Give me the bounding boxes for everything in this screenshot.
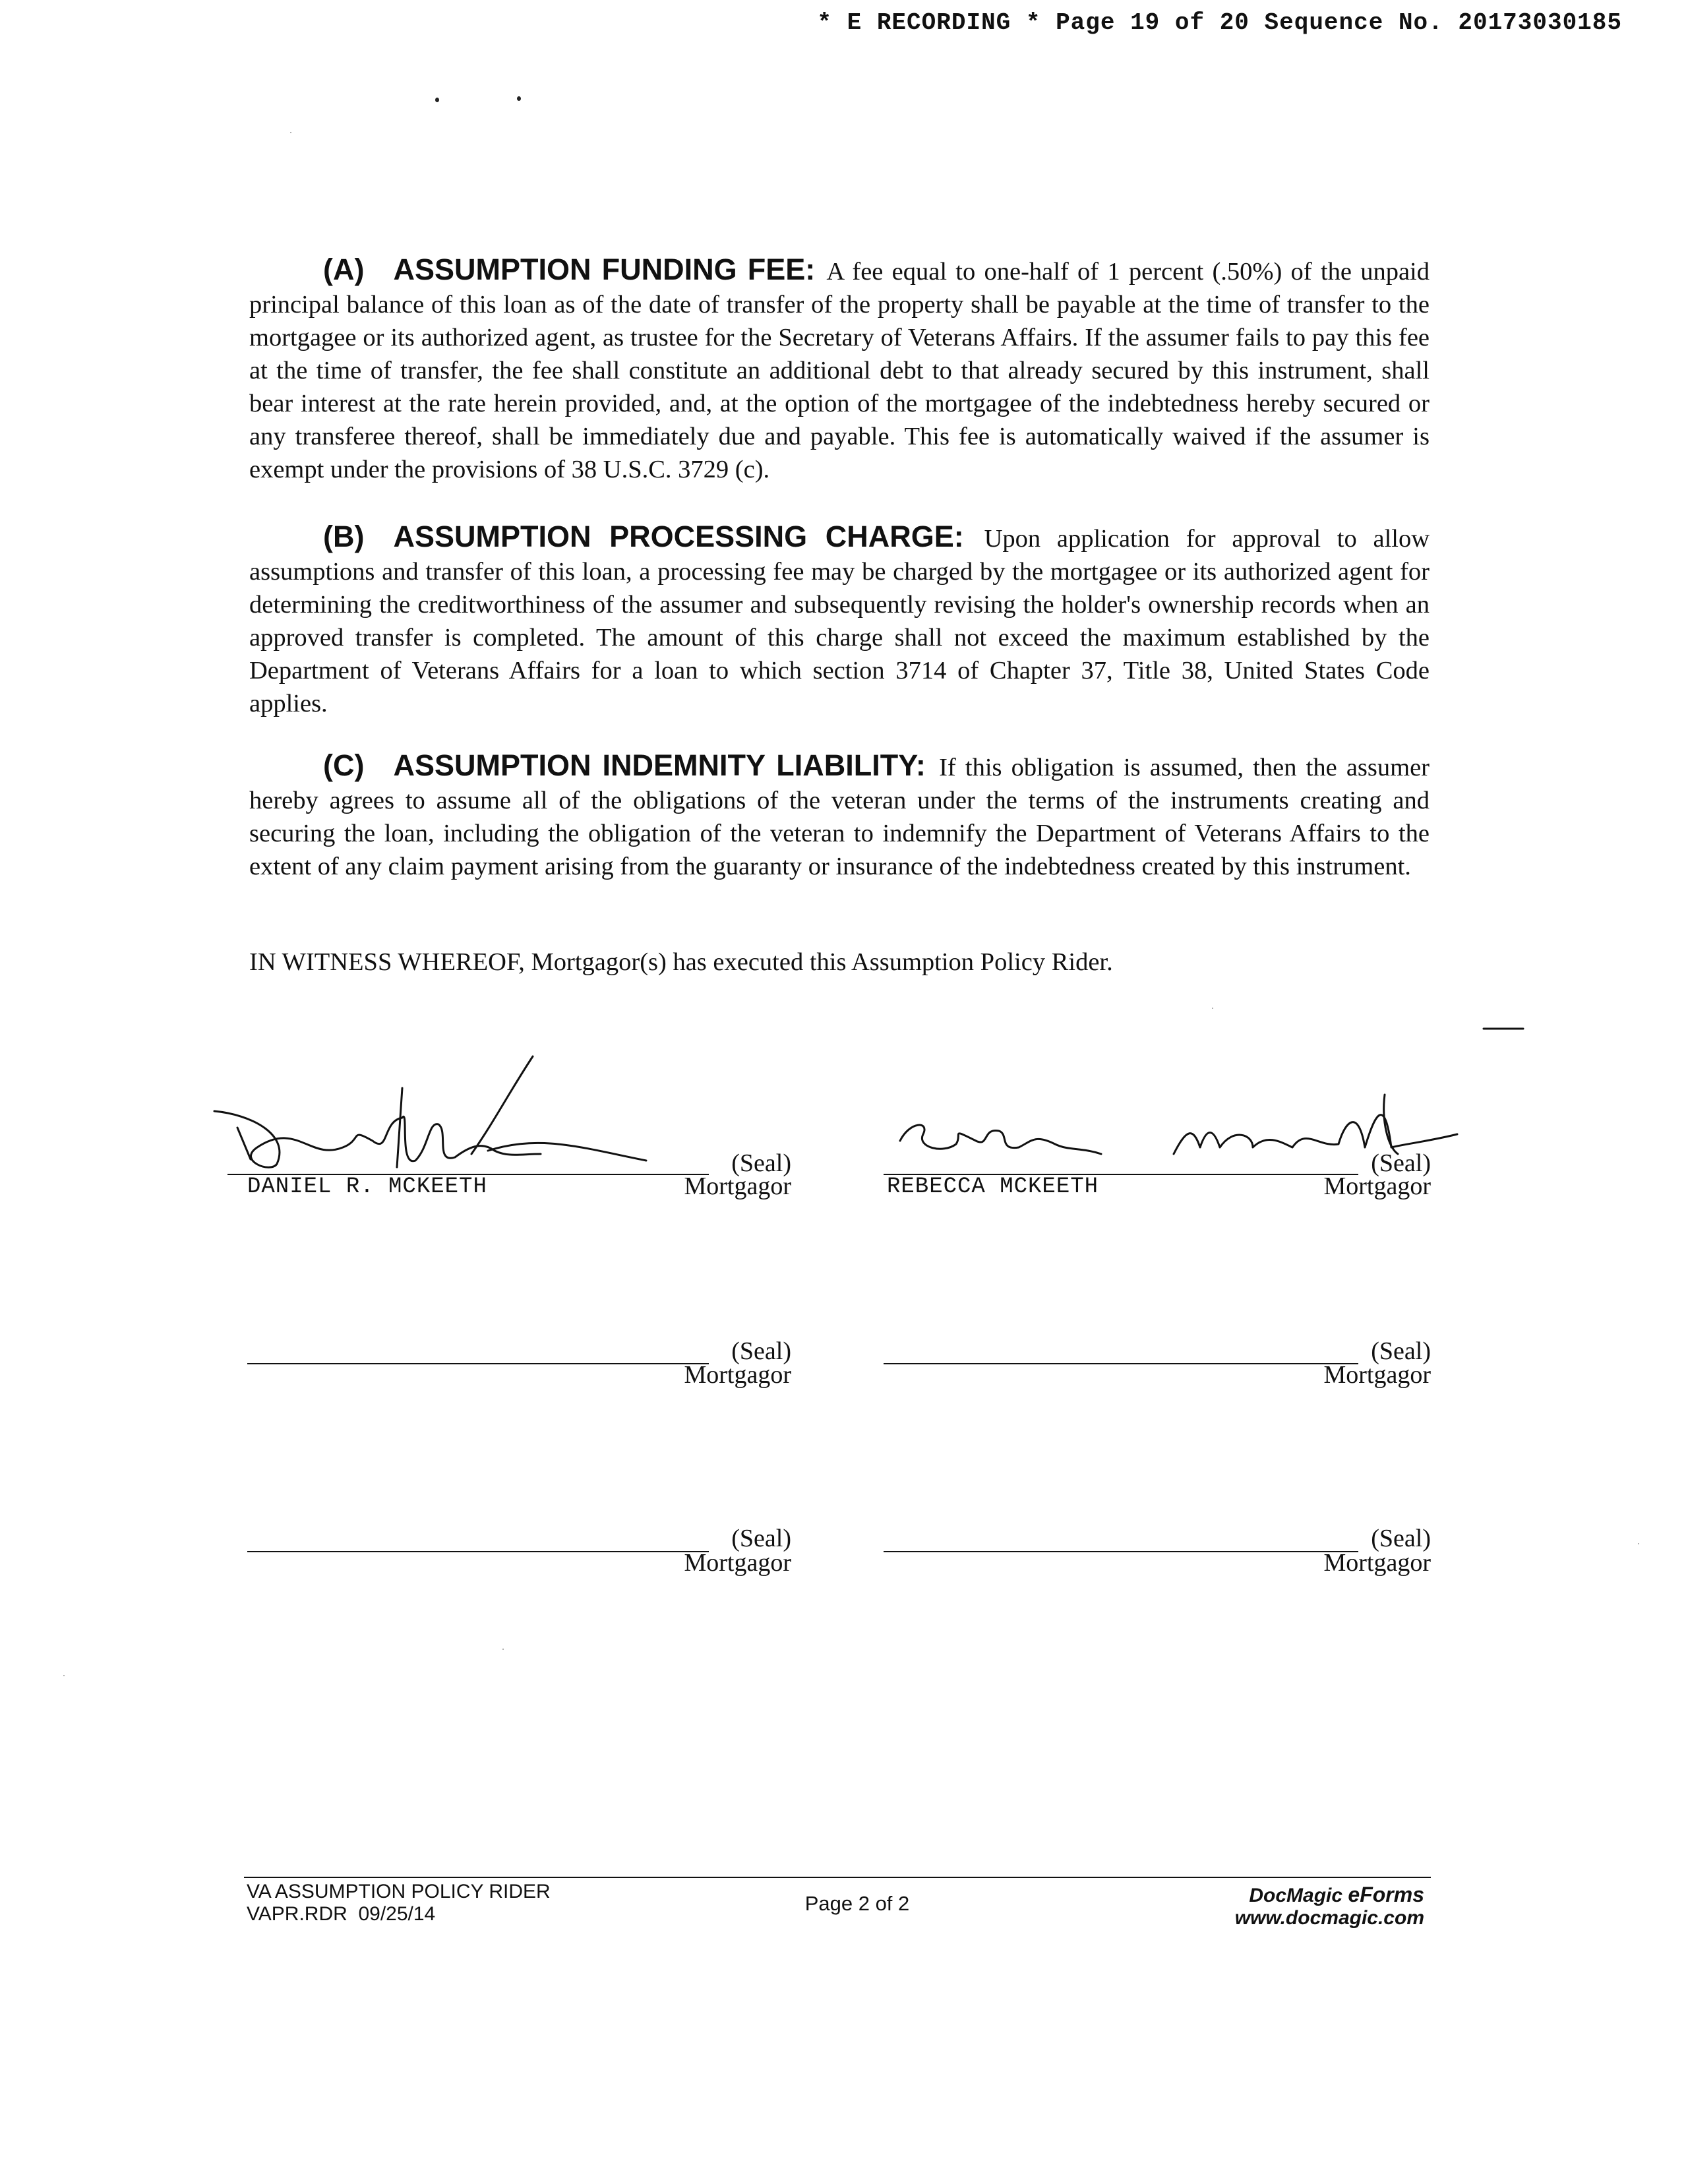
brand-name: DocMagic (1249, 1885, 1343, 1906)
signature-daniel (211, 1048, 686, 1180)
scan-speck (290, 132, 291, 133)
seal-label: (Seal) (1371, 1337, 1431, 1365)
footer-form-info (247, 1881, 551, 1926)
scan-speck (63, 1675, 65, 1676)
section-a-body: A fee equal to one-half of 1 percent (.50%) of the unpaid principal balance of this loan as of the date of transfer of the property shall be payable at the time of transfer to the mortgagee or its authorized agent, as trustee for the Secretary of Veterans Affairs. If the assumer fails to pay this fee at the time of transfer, the fee shall constitute an additional debt to that already secured by this instrument, shall bear interest at the rate herein provided, and, at the option of the mortgagee of the indebtedness hereby secured or any transferee thereof, shall be immediately due and payable. This fee is automatically waived if the assumer is exempt under the provisions of 38 U.S.C. 3729 (c). (249, 258, 1430, 483)
recording-header: * E RECORDING * Page 19 of 20 Sequence No. 20173030185 (817, 9, 1622, 36)
section-a-paragraph (249, 253, 1430, 486)
section-c-body: If this obligation is assumed, then the assumer hereby agrees to assume all of the obligations of the veteran under the terms of the instruments creating and securing the loan, including the obligation of the veteran to indemnify the Department of Veterans Affairs to the extent of any claim payment arising from the guaranty or insurance of the indebtedness created by this instrument. (249, 754, 1430, 880)
mortgagor-label: Mortgagor (684, 1361, 791, 1389)
section-c-title: ASSUMPTION INDEMNITY LIABILITY: (393, 748, 926, 782)
borrower-name: DANIEL R. MCKEETH (247, 1174, 487, 1199)
section-c-paragraph (249, 749, 1430, 883)
section-b-letter: (B) (323, 520, 365, 553)
brand-product: eForms (1348, 1883, 1424, 1906)
scan-speck (1638, 1543, 1639, 1544)
seal-label: (Seal) (1371, 1149, 1431, 1177)
mortgagor-label: Mortgagor (684, 1172, 791, 1200)
section-c-letter: (C) (323, 748, 365, 782)
section-b-body: Upon application for approval to allow assumptions and transfer of this loan, a processing fee may be charged by the mortgagee or its authorized agent for determining the creditworthiness of the assumer and subsequently revising the holder's ownership records when an approved transfer is completed. The amount of this charge shall not exceed the maximum established by the Department of Veterans Affairs for a loan to which section 3714 of Chapter 37, Title 38, United States Code applies. (249, 525, 1430, 717)
mortgagor-label: Mortgagor (1323, 1172, 1431, 1200)
section-b-paragraph (249, 520, 1430, 720)
section-a-letter: (A) (323, 253, 365, 286)
seal-label: (Seal) (731, 1525, 791, 1552)
section-b-title: ASSUMPTION PROCESSING CHARGE: (393, 520, 964, 553)
footer-brand (1235, 1883, 1424, 1929)
footer-rule (244, 1877, 1431, 1878)
footer-url: www.docmagic.com (1234, 1907, 1424, 1929)
borrower-name: REBECCA MCKEETH (887, 1174, 1099, 1199)
scan-speck (502, 1649, 504, 1650)
footer-brand-line (1235, 1883, 1424, 1907)
scan-speck (517, 96, 521, 101)
witness-statement: IN WITNESS WHEREOF, Mortgagor(s) has executed this Assumption Policy Rider. (249, 948, 1113, 976)
scan-speck (435, 98, 439, 102)
seal-label: (Seal) (731, 1337, 791, 1365)
mortgagor-label: Mortgagor (684, 1549, 791, 1577)
scan-speck (1212, 1008, 1213, 1009)
footer-form-title: VA ASSUMPTION POLICY RIDER (247, 1881, 551, 1902)
seal-label: (Seal) (731, 1149, 791, 1177)
mortgagor-label: Mortgagor (1323, 1361, 1431, 1389)
seal-label: (Seal) (1371, 1525, 1431, 1552)
footer-page-number: Page 2 of 2 (804, 1892, 910, 1915)
section-a-title: ASSUMPTION FUNDING FEE: (393, 253, 816, 286)
mortgagor-label: Mortgagor (1323, 1549, 1431, 1577)
footer-form-code: VAPR.RDR 09/25/14 (247, 1903, 436, 1925)
